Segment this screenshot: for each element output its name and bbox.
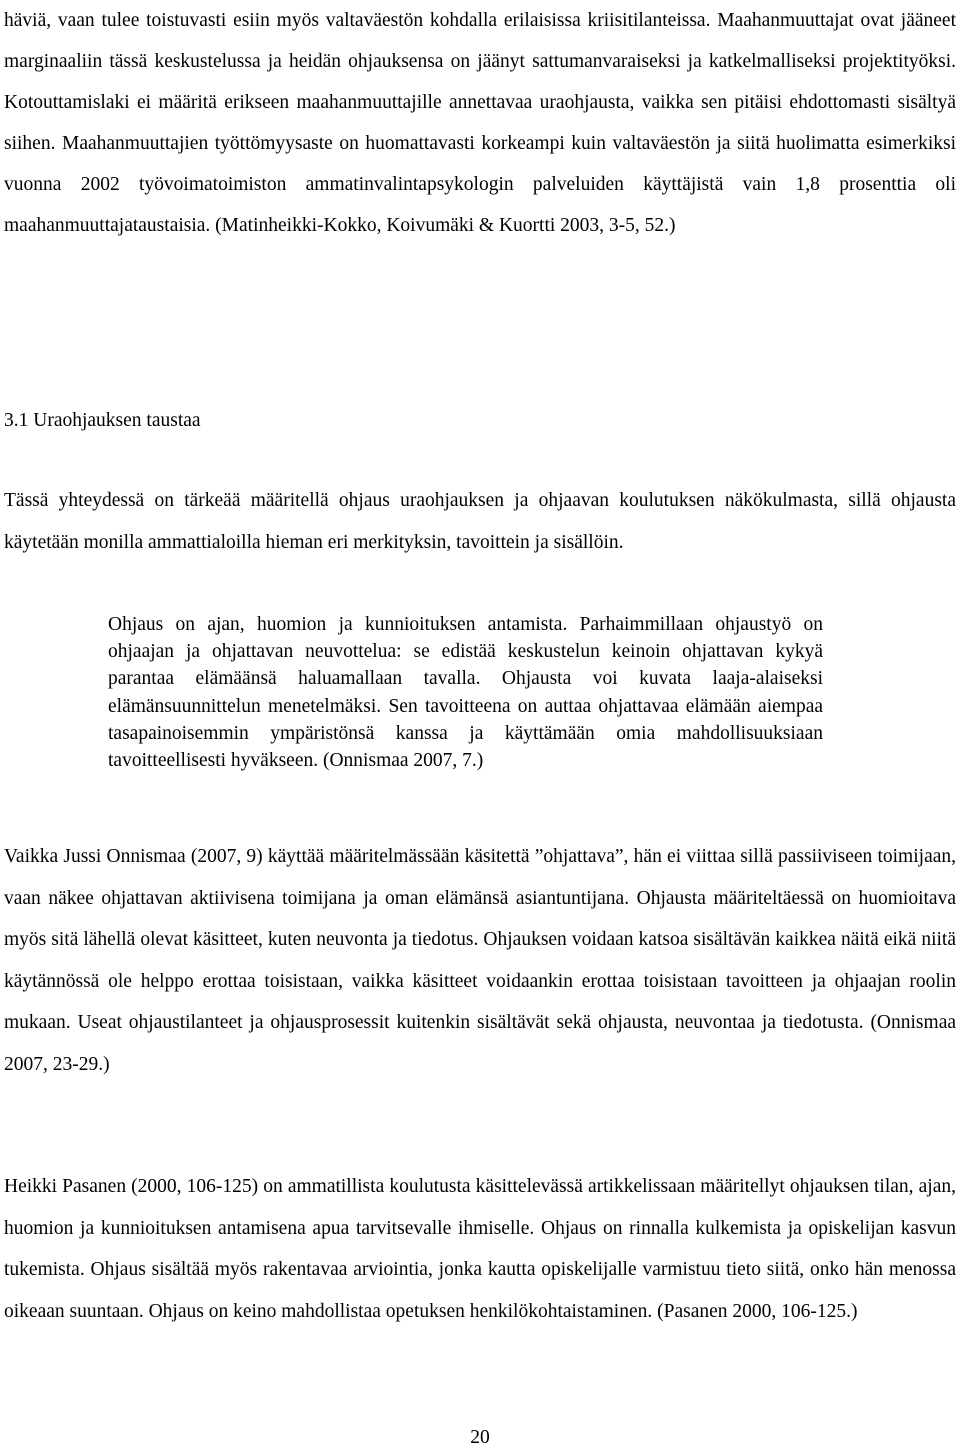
onnismaa-paragraph-block: [4, 836, 956, 1085]
intro-paragraph: häviä, vaan tulee toistuvasti esiin myös valtaväestön kohdalla erilaisissa kriisitilanteissa. Maahanmuuttajat ovat jääneet marginaaliin tässä keskustelussa ja heidän ohjauksensa on jäänyt sattumanvaraiseksi ja katkelmalliseksi projektityöksi. Kotouttamislaki ei määritä erikseen maahanmuuttajille annettavaa uraohjausta, vaikka sen pitäisi ehdottomasti sisältyä siihen. Maahanmuuttajien työttömyysaste on huomattavasti korkeampi kuin valtaväestön ja siitä huolimatta esimerkiksi vuonna 2002 työvoimatoimiston ammatinvalintapsykologin palveluiden käyttäjistä vain 1,8 prosenttia oli maahanmuuttajataustaisia. (Matinheikki-Kokko, Koivumäki & Kuortti 2003, 3-5, 52.): [4, 10, 956, 236]
page-number: 20: [470, 1427, 490, 1448]
section-intro-block: [4, 480, 956, 563]
pasanen-paragraph: Heikki Pasanen (2000, 106-125) on ammatillista koulutusta käsittelevässä artikkelissaan määritellyt ohjauksen tilan, ajan, huomion ja kunnioituksen antamisena apua tarvitsevalle ihmiselle. Ohjaus on rinnalla kulkemista ja opiskelijan kasvun tukemista. Ohjaus sisältää myös rakentavaa arviointia, jonka kautta opiskelijalle varmistuu tieto siitä, onko hän menossa oikeaan suuntaan. Ohjaus on keino mahdollistaa opetuksen henkilökohtaistaminen. (Pasanen 2000, 106-125.): [4, 1176, 956, 1322]
onnismaa-paragraph: Vaikka Jussi Onnismaa (2007, 9) käyttää määritelmässään käsitettä ”ohjattava”, hän ei viittaa sillä passiiviseen toimijaan, vaan näkee ohjattavan aktiivisena toimijana ja oman elämänsä asiantuntijana. Ohjausta määriteltäessä on huomioitava myös sitä lähellä olevat käsitteet, kuten neuvonta ja tiedotus. Ohjauksen voidaan katsoa sisältävän kaikkea näitä eikä niitä käytännössä ole helppo erottaa toisistaan, vaikka käsitteet voidaankin erottaa toisistaan tavoitteen ja ohjaajan roolin mukaan. Useat ohjaustilanteet ja ohjausprosessit kuitenkin sisältävät sekä ohjausta, neuvontaa ja tiedotusta. (Onnismaa 2007, 23-29.): [4, 846, 956, 1075]
pasanen-paragraph-block: [4, 1166, 956, 1332]
section-heading: 3.1 Uraohjauksen taustaa: [4, 410, 201, 431]
intro-paragraph-block: [4, 0, 956, 246]
block-quote: Ohjaus on ajan, huomion ja kunnioituksen antamista. Parhaimmillaan ohjaustyö on ohjaajan ja ohjattavan neuvottelua: se edistää keskustelun keinoin ohjattavan kykyä parantaa elämäänsä haluamallaan tavalla. Ohjausta voi kuvata laaja-alaiseksi elämänsuunnittelun menetelmäksi. Sen tavoitteena on auttaa ohjattavaa elämään aiempaa tasapainoisemmin ympäristönsä kanssa ja käyttämään omia mahdollisuuksiaan tavoitteellisesti hyväkseen. (Onnismaa 2007, 7.): [108, 614, 823, 772]
section-intro-paragraph: Tässä yhteydessä on tärkeää määritellä ohjaus uraohjauksen ja ohjaavan koulutuksen näkökulmasta, sillä ohjausta käytetään monilla ammattialoilla hieman eri merkityksin, tavoittein ja sisällöin.: [4, 490, 956, 553]
